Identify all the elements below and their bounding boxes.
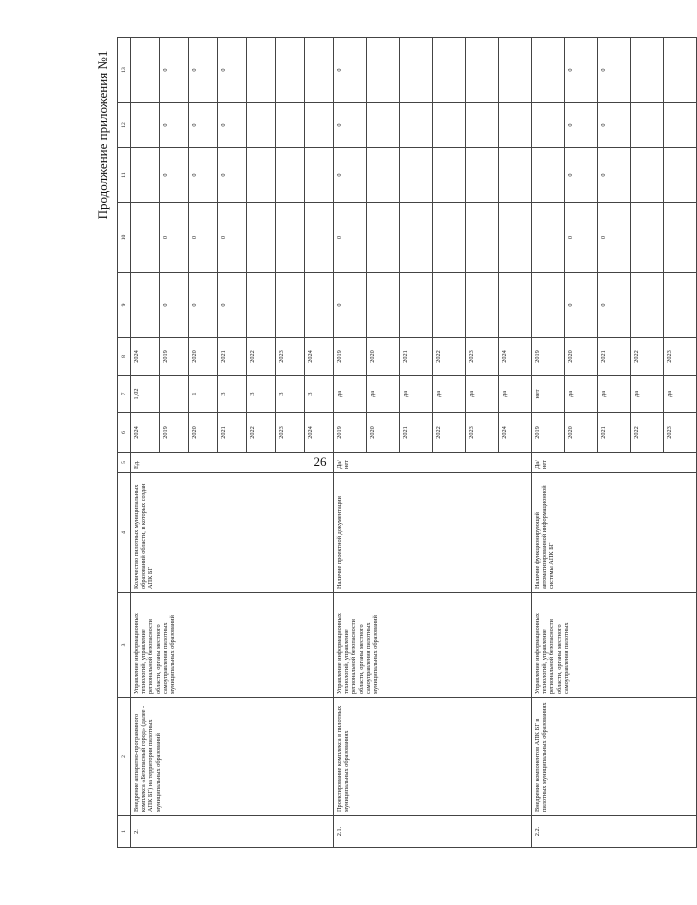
year-cell: 2023 (664, 338, 697, 376)
column-number: 10 (118, 203, 131, 273)
column-number: 1 (118, 816, 131, 848)
amount-cell: 0 (565, 38, 598, 103)
amount-cell (367, 103, 400, 148)
page-number: 26 (313, 454, 327, 469)
value-cell: 1 (189, 376, 218, 413)
amount-cell (367, 38, 400, 103)
item-unit: Ед. (131, 453, 334, 473)
year-cell: 2024 (131, 413, 160, 453)
program-table (117, 37, 697, 848)
year-cell: 2023 (466, 338, 499, 376)
year-cell: 2021 (400, 338, 433, 376)
amount-cell (276, 203, 305, 273)
year-cell: 2019 (334, 413, 367, 453)
amount-cell (466, 103, 499, 148)
value-cell: 3 (276, 376, 305, 413)
value-cell: 3 (247, 376, 276, 413)
amount-cell (664, 148, 697, 203)
column-number: 4 (118, 473, 131, 593)
value-cell: да (334, 376, 367, 413)
year-cell: 2024 (499, 413, 532, 453)
amount-cell (532, 273, 565, 338)
amount-cell (466, 148, 499, 203)
year-cell: 2019 (532, 338, 565, 376)
amount-cell (305, 38, 334, 103)
year-cell: 2019 (532, 413, 565, 453)
amount-cell (276, 148, 305, 203)
column-number-row (118, 38, 131, 848)
amount-cell: 0 (218, 148, 247, 203)
amount-cell: 0 (218, 273, 247, 338)
amount-cell (433, 273, 466, 338)
amount-cell (131, 203, 160, 273)
amount-cell (305, 103, 334, 148)
amount-cell (131, 103, 160, 148)
year-cell: 2021 (218, 338, 247, 376)
value-cell: да (400, 376, 433, 413)
table-row (334, 38, 367, 848)
column-number: 8 (118, 338, 131, 376)
amount-cell (400, 273, 433, 338)
column-number: 11 (118, 148, 131, 203)
item-name: Проектирование комплекса в пилотных муниципальных образованиях (334, 698, 532, 816)
table-row (532, 38, 565, 848)
amount-cell (305, 148, 334, 203)
amount-cell: 0 (189, 273, 218, 338)
amount-cell: 0 (218, 103, 247, 148)
year-cell: 2020 (565, 338, 598, 376)
item-name: Внедрение аппаратно-программного комплекса «Безопасный город» (далее - АПК БГ) на территории пилотных муниципальных образований (131, 698, 334, 816)
year-cell: 2024 (305, 338, 334, 376)
year-cell: 2020 (189, 413, 218, 453)
year-cell: 2019 (334, 338, 367, 376)
amount-cell: 0 (334, 38, 367, 103)
amount-cell (466, 273, 499, 338)
amount-cell: 0 (160, 38, 189, 103)
amount-cell (499, 273, 532, 338)
amount-cell (276, 38, 305, 103)
amount-cell (276, 103, 305, 148)
amount-cell (499, 103, 532, 148)
amount-cell (433, 103, 466, 148)
amount-cell (131, 273, 160, 338)
value-cell: да (565, 376, 598, 413)
amount-cell (532, 203, 565, 273)
amount-cell (247, 38, 276, 103)
amount-cell (532, 103, 565, 148)
amount-cell: 0 (189, 103, 218, 148)
year-cell: 2020 (565, 413, 598, 453)
amount-cell (631, 203, 664, 273)
amount-cell (631, 148, 664, 203)
amount-cell (247, 103, 276, 148)
year-cell: 2020 (367, 413, 400, 453)
item-responsible: Управление информационных технологий, управление региональной безопасности области, органы местного самоуправления пилотных муниципальных образований (131, 593, 334, 698)
value-cell: да (466, 376, 499, 413)
value-cell: 3 (305, 376, 334, 413)
amount-cell: 0 (598, 203, 631, 273)
year-cell: 2024 (305, 413, 334, 453)
amount-cell (664, 273, 697, 338)
amount-cell (400, 148, 433, 203)
amount-cell: 0 (334, 148, 367, 203)
amount-cell: 0 (189, 38, 218, 103)
amount-cell (433, 203, 466, 273)
amount-cell (131, 148, 160, 203)
amount-cell: 0 (565, 148, 598, 203)
table-row (131, 38, 160, 848)
amount-cell (305, 273, 334, 338)
amount-cell (367, 148, 400, 203)
column-number: 2 (118, 698, 131, 816)
year-cell: 2022 (631, 413, 664, 453)
amount-cell: 0 (334, 103, 367, 148)
amount-cell: 0 (334, 273, 367, 338)
year-cell: 2024 (131, 338, 160, 376)
appendix-title: Продолжение приложения №1 (95, 50, 110, 220)
year-cell: 2019 (160, 338, 189, 376)
value-cell: да (367, 376, 400, 413)
year-cell: 2022 (631, 338, 664, 376)
amount-cell: 0 (598, 148, 631, 203)
value-cell: 1,02 (131, 376, 160, 413)
year-cell: 2021 (598, 413, 631, 453)
amount-cell: 0 (565, 103, 598, 148)
amount-cell: 0 (160, 148, 189, 203)
value-cell: да (631, 376, 664, 413)
item-indicator: Количество пилотных муниципальных образований области, в которых создан АПК БГ (131, 473, 334, 593)
year-cell: 2023 (276, 338, 305, 376)
amount-cell: 0 (160, 273, 189, 338)
item-unit: Да/нет (532, 453, 697, 473)
item-responsible: Управление информационных технологий, управление региональной безопасности области, органы местного самоуправления пилотных (532, 593, 697, 698)
amount-cell: 0 (160, 103, 189, 148)
year-cell: 2021 (218, 413, 247, 453)
amount-cell: 0 (218, 38, 247, 103)
year-cell: 2020 (367, 338, 400, 376)
amount-cell (433, 38, 466, 103)
column-number: 5 (118, 453, 131, 473)
column-number: 9 (118, 273, 131, 338)
amount-cell (276, 273, 305, 338)
table-body (118, 38, 697, 848)
column-number: 6 (118, 413, 131, 453)
amount-cell (631, 103, 664, 148)
amount-cell: 0 (598, 273, 631, 338)
amount-cell (499, 203, 532, 273)
item-responsible: Управление информационных технологий, управление региональной безопасности области, органы местного самоуправления пилотных муниципальных образований (334, 593, 532, 698)
year-cell: 2024 (499, 338, 532, 376)
amount-cell (466, 38, 499, 103)
amount-cell (247, 273, 276, 338)
column-number: 7 (118, 376, 131, 413)
amount-cell (499, 148, 532, 203)
amount-cell (631, 273, 664, 338)
amount-cell (247, 148, 276, 203)
amount-cell (664, 203, 697, 273)
amount-cell (664, 103, 697, 148)
year-cell: 2021 (400, 413, 433, 453)
value-cell: да (598, 376, 631, 413)
amount-cell: 0 (598, 38, 631, 103)
item-unit: Да/нет (334, 453, 532, 473)
column-number: 13 (118, 38, 131, 103)
amount-cell (131, 38, 160, 103)
amount-cell (532, 38, 565, 103)
amount-cell (247, 203, 276, 273)
year-cell: 2019 (160, 413, 189, 453)
amount-cell: 0 (565, 273, 598, 338)
amount-cell: 0 (189, 148, 218, 203)
item-number: 2. (131, 816, 334, 848)
amount-cell (400, 103, 433, 148)
amount-cell (631, 38, 664, 103)
year-cell: 2022 (247, 338, 276, 376)
year-cell: 2023 (276, 413, 305, 453)
rotated-table-container (117, 38, 673, 848)
year-cell: 2023 (466, 413, 499, 453)
year-cell: 2023 (664, 413, 697, 453)
year-cell: 2022 (433, 413, 466, 453)
amount-cell (400, 38, 433, 103)
amount-cell (305, 203, 334, 273)
year-cell: 2022 (247, 413, 276, 453)
amount-cell (367, 273, 400, 338)
amount-cell: 0 (160, 203, 189, 273)
value-cell (160, 376, 189, 413)
amount-cell (433, 148, 466, 203)
amount-cell: 0 (189, 203, 218, 273)
item-number: 2.1. (334, 816, 532, 848)
value-cell: да (433, 376, 466, 413)
year-cell: 2021 (598, 338, 631, 376)
item-indicator: Наличие проектной документации (334, 473, 532, 593)
amount-cell (664, 38, 697, 103)
value-cell: да (499, 376, 532, 413)
value-cell: да (664, 376, 697, 413)
amount-cell: 0 (334, 203, 367, 273)
amount-cell (466, 203, 499, 273)
amount-cell: 0 (565, 203, 598, 273)
amount-cell (499, 38, 532, 103)
item-indicator: Наличие функционирующей автоматизированной информационной системы АПК БГ (532, 473, 697, 593)
column-number: 12 (118, 103, 131, 148)
amount-cell (532, 148, 565, 203)
amount-cell: 0 (598, 103, 631, 148)
year-cell: 2022 (433, 338, 466, 376)
item-number: 2.2. (532, 816, 697, 848)
amount-cell (400, 203, 433, 273)
year-cell: 2020 (189, 338, 218, 376)
item-name: Внедрение компонентов АПК БГ в пилотных муниципальных образованиях (532, 698, 697, 816)
amount-cell (367, 203, 400, 273)
column-number: 3 (118, 593, 131, 698)
value-cell: нет (532, 376, 565, 413)
amount-cell: 0 (218, 203, 247, 273)
value-cell: 3 (218, 376, 247, 413)
